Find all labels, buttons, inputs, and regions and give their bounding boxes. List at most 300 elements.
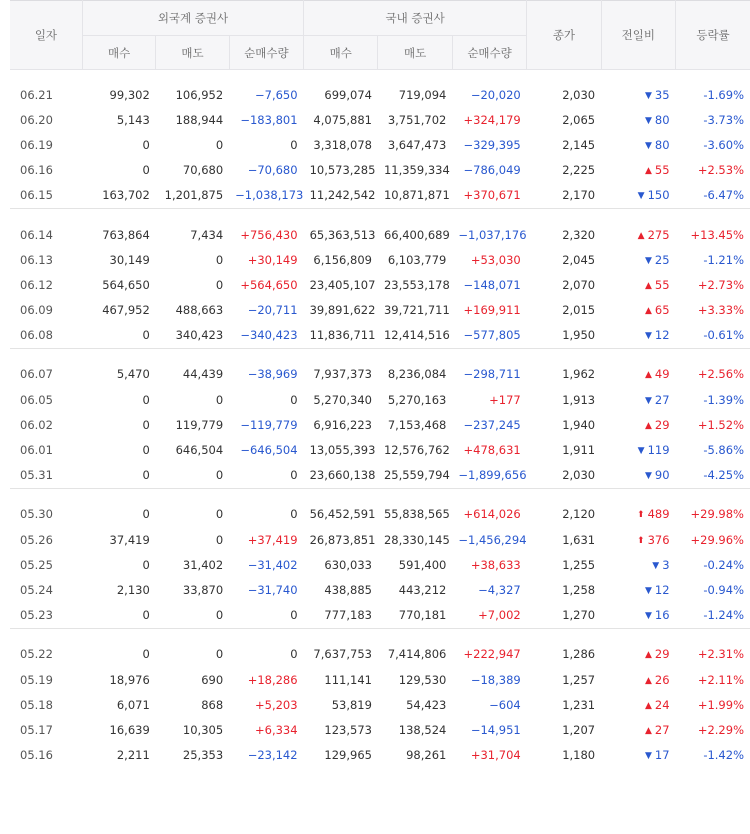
- change-cell: [601, 603, 675, 629]
- date-cell: 06.21: [20, 87, 53, 102]
- foreign-sell-cell: 0: [215, 468, 224, 483]
- table-row: [10, 463, 750, 489]
- foreign-buy-cell: 0: [142, 137, 150, 152]
- domestic-net-cell: +177: [489, 392, 521, 407]
- foreign-buy-cell: 0: [142, 557, 150, 572]
- triangle-up-icon: ▲: [644, 420, 652, 431]
- domestic-net-cell: +370,671: [463, 188, 521, 203]
- domestic-net-cell: −14,951: [470, 722, 521, 737]
- date-cell: 06.07: [20, 367, 53, 382]
- foreign-buy-cell: 2,130: [116, 582, 150, 597]
- change-cell: [601, 298, 675, 323]
- table-row: [10, 323, 750, 349]
- date-cell: 05.19: [20, 672, 53, 687]
- rate-cell: +2.29%: [697, 722, 744, 737]
- table-row: [10, 387, 750, 412]
- domestic-sell-cell: 6,103,779: [387, 252, 447, 267]
- foreign-buy-cell: 163,702: [102, 188, 150, 203]
- foreign-net-cell: +37,419: [247, 532, 298, 547]
- date-cell: 05.22: [20, 647, 53, 662]
- domestic-sell-cell: 129,530: [398, 672, 447, 687]
- date-cell: 05.23: [20, 608, 53, 623]
- table-row: [10, 692, 750, 717]
- foreign-net-cell: −70,680: [247, 163, 298, 178]
- foreign-sell-cell: 0: [215, 137, 224, 152]
- close-cell: 2,320: [562, 227, 596, 242]
- triangle-down-icon: ▼: [644, 611, 652, 622]
- domestic-net-cell: +222,947: [463, 647, 521, 662]
- change-cell: [601, 743, 675, 768]
- foreign-net-cell: 0: [290, 468, 298, 483]
- foreign-buy-cell: 5,470: [116, 367, 150, 382]
- close-cell: 1,270: [562, 608, 596, 623]
- domestic-buy-cell: 699,074: [324, 87, 372, 102]
- change-value: 275: [647, 227, 670, 242]
- domestic-buy-cell: 6,916,223: [313, 417, 372, 432]
- close-cell: 2,170: [562, 188, 596, 203]
- rate-cell: -1.42%: [703, 748, 744, 763]
- rate-cell: +2.56%: [697, 367, 744, 382]
- triangle-down-icon: ▼: [644, 90, 652, 101]
- domestic-buy-cell: 777,183: [324, 608, 372, 623]
- triangle-up-icon: ▲: [644, 370, 652, 381]
- group-spacer: [10, 490, 750, 502]
- change-value: 119: [647, 443, 670, 458]
- header-foreign-sell: 매도: [156, 36, 229, 70]
- domestic-buy-cell: 65,363,513: [309, 227, 376, 242]
- domestic-buy-cell: 111,141: [324, 672, 372, 687]
- change-cell: [601, 272, 675, 297]
- domestic-net-cell: +614,026: [463, 507, 521, 522]
- date-cell: 05.18: [20, 697, 53, 712]
- domestic-sell-cell: 66,400,689: [383, 227, 450, 242]
- change-cell: [601, 667, 675, 692]
- change-value: 27: [654, 722, 670, 737]
- rate-cell: -0.61%: [703, 328, 744, 343]
- table-body: [10, 70, 750, 768]
- triangle-up-icon: ▲: [644, 650, 652, 661]
- foreign-sell-cell: 33,870: [182, 582, 224, 597]
- close-cell: 2,145: [562, 137, 596, 152]
- change-cell: [601, 717, 675, 742]
- change-value: 80: [654, 137, 670, 152]
- foreign-buy-cell: 16,639: [109, 722, 150, 737]
- foreign-buy-cell: 5,143: [116, 112, 150, 127]
- foreign-net-cell: +6,334: [255, 722, 298, 737]
- change-value: 24: [654, 697, 670, 712]
- triangle-down-icon: ▼: [637, 191, 645, 202]
- domestic-buy-cell: 23,405,107: [309, 277, 376, 292]
- date-cell: 05.16: [20, 748, 53, 763]
- foreign-net-cell: −646,504: [240, 443, 298, 458]
- table-row: [10, 743, 750, 768]
- foreign-net-cell: −31,402: [247, 557, 298, 572]
- change-cell: [601, 323, 675, 349]
- close-cell: 1,258: [562, 582, 596, 597]
- table-row: [10, 603, 750, 629]
- limit-up-icon: ⬆: [637, 510, 645, 521]
- domestic-buy-cell: 11,836,711: [309, 328, 376, 343]
- domestic-sell-cell: 12,576,762: [383, 443, 450, 458]
- rate-cell: -1.69%: [703, 87, 744, 102]
- table-row: [10, 552, 750, 577]
- domestic-net-cell: −1,037,176: [458, 227, 527, 242]
- table-row: [10, 298, 750, 323]
- close-cell: 2,030: [562, 468, 596, 483]
- domestic-buy-cell: 6,156,809: [313, 252, 372, 267]
- rate-cell: +2.73%: [697, 277, 744, 292]
- domestic-buy-cell: 53,819: [331, 697, 372, 712]
- domestic-buy-cell: 630,033: [324, 557, 372, 572]
- triangle-up-icon: ▲: [644, 675, 652, 686]
- triangle-up-icon: ▲: [644, 166, 652, 177]
- foreign-net-cell: −1,038,173: [235, 188, 304, 203]
- foreign-sell-cell: 70,680: [182, 163, 224, 178]
- change-value: 49: [654, 367, 670, 382]
- foreign-buy-cell: 99,302: [109, 87, 150, 102]
- foreign-net-cell: −119,779: [240, 417, 298, 432]
- foreign-net-cell: −38,969: [247, 367, 298, 382]
- domestic-net-cell: −604: [489, 697, 521, 712]
- change-value: 3: [662, 557, 670, 572]
- foreign-buy-cell: 0: [142, 507, 150, 522]
- table-row: [10, 183, 750, 209]
- domestic-net-cell: −329,395: [463, 137, 521, 152]
- change-cell: [601, 82, 675, 107]
- domestic-sell-cell: 54,423: [406, 697, 447, 712]
- date-cell: 06.01: [20, 443, 53, 458]
- table-row: [10, 107, 750, 132]
- domestic-sell-cell: 3,647,473: [387, 137, 447, 152]
- rate-cell: +1.52%: [697, 417, 744, 432]
- foreign-net-cell: −20,711: [247, 303, 298, 318]
- close-cell: 2,120: [562, 507, 596, 522]
- domestic-net-cell: −577,805: [463, 328, 521, 343]
- rate-cell: -0.94%: [703, 582, 744, 597]
- foreign-sell-cell: 0: [215, 647, 224, 662]
- domestic-sell-cell: 5,270,163: [387, 392, 447, 407]
- domestic-net-cell: +478,631: [463, 443, 521, 458]
- domestic-net-cell: +31,704: [470, 748, 521, 763]
- domestic-net-cell: +53,030: [470, 252, 521, 267]
- header-domestic-net: 순매수량: [452, 36, 526, 70]
- foreign-sell-cell: 488,663: [175, 303, 224, 318]
- foreign-net-cell: −340,423: [240, 328, 298, 343]
- table-row: [10, 362, 750, 387]
- header-domestic-brokers: 국내 증권사: [304, 1, 527, 36]
- date-cell: 06.20: [20, 112, 53, 127]
- foreign-sell-cell: 25,353: [182, 748, 224, 763]
- foreign-sell-cell: 690: [201, 672, 224, 687]
- domestic-sell-cell: 98,261: [406, 748, 447, 763]
- table-row: [10, 577, 750, 602]
- domestic-sell-cell: 7,414,806: [387, 647, 447, 662]
- triangle-down-icon: ▼: [644, 115, 652, 126]
- close-cell: 1,257: [562, 672, 596, 687]
- close-cell: 1,207: [562, 722, 596, 737]
- rate-cell: +3.33%: [697, 303, 744, 318]
- rate-cell: +2.53%: [697, 163, 744, 178]
- change-cell: [601, 577, 675, 602]
- triangle-down-icon: ▼: [652, 560, 660, 571]
- date-cell: 05.25: [20, 557, 53, 572]
- close-cell: 1,950: [562, 328, 596, 343]
- foreign-sell-cell: 1,201,875: [164, 188, 224, 203]
- domestic-net-cell: −237,245: [463, 417, 521, 432]
- foreign-buy-cell: 6,071: [116, 697, 150, 712]
- table-row: [10, 642, 750, 667]
- foreign-net-cell: −7,650: [255, 87, 298, 102]
- foreign-buy-cell: 763,864: [102, 227, 150, 242]
- foreign-sell-cell: 340,423: [175, 328, 224, 343]
- change-cell: [601, 692, 675, 717]
- close-cell: 2,225: [562, 163, 596, 178]
- limit-up-icon: ⬆: [637, 535, 645, 546]
- domestic-sell-cell: 28,330,145: [383, 532, 450, 547]
- change-cell: [601, 552, 675, 577]
- date-cell: 06.09: [20, 303, 53, 318]
- date-cell: 06.15: [20, 188, 53, 203]
- foreign-net-cell: −31,740: [247, 582, 298, 597]
- close-cell: 2,045: [562, 252, 596, 267]
- foreign-sell-cell: 119,779: [175, 417, 224, 432]
- broker-trading-table: [10, 0, 750, 768]
- triangle-up-icon: ▲: [644, 700, 652, 711]
- domestic-buy-cell: 7,937,373: [313, 367, 372, 382]
- foreign-sell-cell: 188,944: [175, 112, 224, 127]
- change-cell: [601, 463, 675, 489]
- triangle-down-icon: ▼: [644, 140, 652, 151]
- rate-cell: +2.31%: [697, 647, 744, 662]
- change-cell: [601, 158, 675, 183]
- triangle-down-icon: ▼: [644, 255, 652, 266]
- change-cell: [601, 183, 675, 209]
- rate-cell: -6.47%: [703, 188, 744, 203]
- domestic-sell-cell: 8,236,084: [387, 367, 447, 382]
- domestic-sell-cell: 39,721,711: [383, 303, 450, 318]
- foreign-buy-cell: 0: [142, 417, 150, 432]
- triangle-down-icon: ▼: [644, 751, 652, 762]
- change-value: 25: [654, 252, 670, 267]
- change-cell: [601, 107, 675, 132]
- rate-cell: -1.39%: [703, 392, 744, 407]
- triangle-down-icon: ▼: [644, 585, 652, 596]
- close-cell: 1,913: [562, 392, 596, 407]
- change-value: 55: [654, 163, 670, 178]
- group-spacer: [10, 350, 750, 362]
- header-close: 종가: [527, 1, 601, 70]
- table-row: [10, 437, 750, 462]
- close-cell: 1,911: [562, 443, 596, 458]
- foreign-net-cell: +5,203: [255, 697, 298, 712]
- date-cell: 06.14: [20, 227, 53, 242]
- foreign-buy-cell: 2,211: [116, 748, 150, 763]
- close-cell: 2,070: [562, 277, 596, 292]
- rate-cell: +2.11%: [697, 672, 744, 687]
- date-cell: 05.31: [20, 468, 53, 483]
- change-cell: [601, 222, 675, 247]
- change-value: 17: [654, 748, 670, 763]
- table-row: [10, 272, 750, 297]
- change-cell: [601, 387, 675, 412]
- rate-cell: +1.99%: [697, 697, 744, 712]
- close-cell: 1,940: [562, 417, 596, 432]
- domestic-buy-cell: 11,242,542: [309, 188, 376, 203]
- foreign-net-cell: 0: [290, 392, 298, 407]
- header-domestic-buy: 매수: [304, 36, 378, 70]
- change-cell: [601, 132, 675, 157]
- domestic-buy-cell: 10,573,285: [309, 163, 376, 178]
- foreign-sell-cell: 646,504: [175, 443, 224, 458]
- date-cell: 06.12: [20, 277, 53, 292]
- change-cell: [601, 502, 675, 527]
- change-value: 29: [654, 647, 670, 662]
- domestic-buy-cell: 7,637,753: [313, 647, 372, 662]
- close-cell: 2,015: [562, 303, 596, 318]
- table-header: [10, 1, 750, 70]
- domestic-net-cell: +38,633: [470, 557, 521, 572]
- date-cell: 06.19: [20, 137, 53, 152]
- table-row: [10, 527, 750, 552]
- change-value: 29: [654, 417, 670, 432]
- domestic-buy-cell: 5,270,340: [313, 392, 372, 407]
- foreign-buy-cell: 0: [142, 468, 150, 483]
- table-row: [10, 412, 750, 437]
- domestic-buy-cell: 23,660,138: [309, 468, 376, 483]
- group-spacer: [10, 210, 750, 222]
- change-value: 55: [654, 277, 670, 292]
- domestic-buy-cell: 13,055,393: [309, 443, 376, 458]
- group-spacer: [10, 630, 750, 642]
- domestic-net-cell: +324,179: [463, 112, 521, 127]
- triangle-up-icon: ▲: [644, 306, 652, 317]
- date-cell: 06.13: [20, 252, 53, 267]
- header-foreign-buy: 매수: [82, 36, 155, 70]
- change-value: 35: [654, 87, 670, 102]
- change-value: 27: [654, 392, 670, 407]
- change-value: 16: [654, 608, 670, 623]
- triangle-up-icon: ▲: [644, 725, 652, 736]
- domestic-net-cell: −4,327: [478, 582, 521, 597]
- change-value: 90: [654, 468, 670, 483]
- header-foreign-net: 순매수량: [229, 36, 303, 70]
- rate-cell: -3.60%: [703, 137, 744, 152]
- domestic-net-cell: +169,911: [463, 303, 521, 318]
- domestic-sell-cell: 591,400: [398, 557, 447, 572]
- foreign-buy-cell: 0: [142, 608, 150, 623]
- change-value: 150: [647, 188, 670, 203]
- foreign-net-cell: +564,650: [240, 277, 298, 292]
- domestic-buy-cell: 39,891,622: [309, 303, 376, 318]
- domestic-net-cell: −786,049: [463, 163, 521, 178]
- foreign-buy-cell: 0: [142, 163, 150, 178]
- foreign-net-cell: +756,430: [240, 227, 298, 242]
- domestic-buy-cell: 438,885: [324, 582, 372, 597]
- date-cell: 05.26: [20, 532, 53, 547]
- rate-cell: -3.73%: [703, 112, 744, 127]
- table-row: [10, 717, 750, 742]
- change-value: 12: [654, 328, 670, 343]
- foreign-net-cell: −23,142: [247, 748, 298, 763]
- foreign-net-cell: 0: [290, 647, 298, 662]
- domestic-buy-cell: 26,873,851: [309, 532, 376, 547]
- domestic-buy-cell: 123,573: [324, 722, 372, 737]
- domestic-sell-cell: 3,751,702: [387, 112, 447, 127]
- rate-cell: -5.86%: [703, 443, 744, 458]
- close-cell: 1,231: [562, 697, 596, 712]
- date-cell: 06.05: [20, 392, 53, 407]
- foreign-sell-cell: 0: [215, 252, 224, 267]
- triangle-down-icon: ▼: [644, 331, 652, 342]
- close-cell: 1,255: [562, 557, 596, 572]
- foreign-sell-cell: 7,434: [190, 227, 224, 242]
- domestic-sell-cell: 10,871,871: [383, 188, 450, 203]
- close-cell: 2,065: [562, 112, 596, 127]
- change-cell: [601, 412, 675, 437]
- foreign-buy-cell: 0: [142, 328, 150, 343]
- header-rate: 등락률: [676, 1, 750, 70]
- table-row: [10, 82, 750, 107]
- date-cell: 06.16: [20, 163, 53, 178]
- triangle-down-icon: ▼: [644, 471, 652, 482]
- foreign-sell-cell: 44,439: [182, 367, 224, 382]
- date-cell: 05.24: [20, 582, 53, 597]
- domestic-buy-cell: 129,965: [324, 748, 372, 763]
- domestic-net-cell: −20,020: [470, 87, 521, 102]
- change-value: 26: [654, 672, 670, 687]
- rate-cell: +29.96%: [690, 532, 744, 547]
- domestic-sell-cell: 12,414,516: [383, 328, 450, 343]
- change-value: 65: [654, 303, 670, 318]
- foreign-sell-cell: 868: [201, 697, 224, 712]
- domestic-sell-cell: 25,559,794: [383, 468, 450, 483]
- domestic-sell-cell: 443,212: [398, 582, 447, 597]
- domestic-sell-cell: 55,838,565: [383, 507, 450, 522]
- date-cell: 05.17: [20, 722, 53, 737]
- domestic-buy-cell: 3,318,078: [313, 137, 372, 152]
- table-row: [10, 132, 750, 157]
- close-cell: 1,180: [562, 748, 596, 763]
- triangle-down-icon: ▼: [637, 446, 645, 457]
- change-value: 12: [654, 582, 670, 597]
- foreign-sell-cell: 0: [215, 392, 224, 407]
- rate-cell: +29.98%: [690, 507, 744, 522]
- foreign-buy-cell: 564,650: [102, 277, 150, 292]
- foreign-sell-cell: 0: [215, 277, 224, 292]
- table-row: [10, 247, 750, 272]
- foreign-net-cell: 0: [290, 137, 298, 152]
- domestic-net-cell: −1,456,294: [458, 532, 527, 547]
- change-cell: [601, 437, 675, 462]
- foreign-sell-cell: 0: [215, 608, 224, 623]
- table-row: [10, 158, 750, 183]
- header-foreign-brokers: 외국계 증권사: [82, 1, 303, 36]
- foreign-buy-cell: 0: [142, 392, 150, 407]
- domestic-sell-cell: 7,153,468: [387, 417, 447, 432]
- change-cell: [601, 362, 675, 387]
- change-cell: [601, 642, 675, 667]
- date-cell: 05.30: [20, 507, 53, 522]
- foreign-buy-cell: 37,419: [109, 532, 150, 547]
- foreign-net-cell: 0: [290, 608, 298, 623]
- domestic-net-cell: −1,899,656: [458, 468, 527, 483]
- domestic-buy-cell: 4,075,881: [313, 112, 372, 127]
- foreign-buy-cell: 467,952: [102, 303, 150, 318]
- domestic-sell-cell: 770,181: [398, 608, 447, 623]
- rate-cell: -1.24%: [703, 608, 744, 623]
- close-cell: 1,631: [562, 532, 596, 547]
- header-domestic-sell: 매도: [378, 36, 452, 70]
